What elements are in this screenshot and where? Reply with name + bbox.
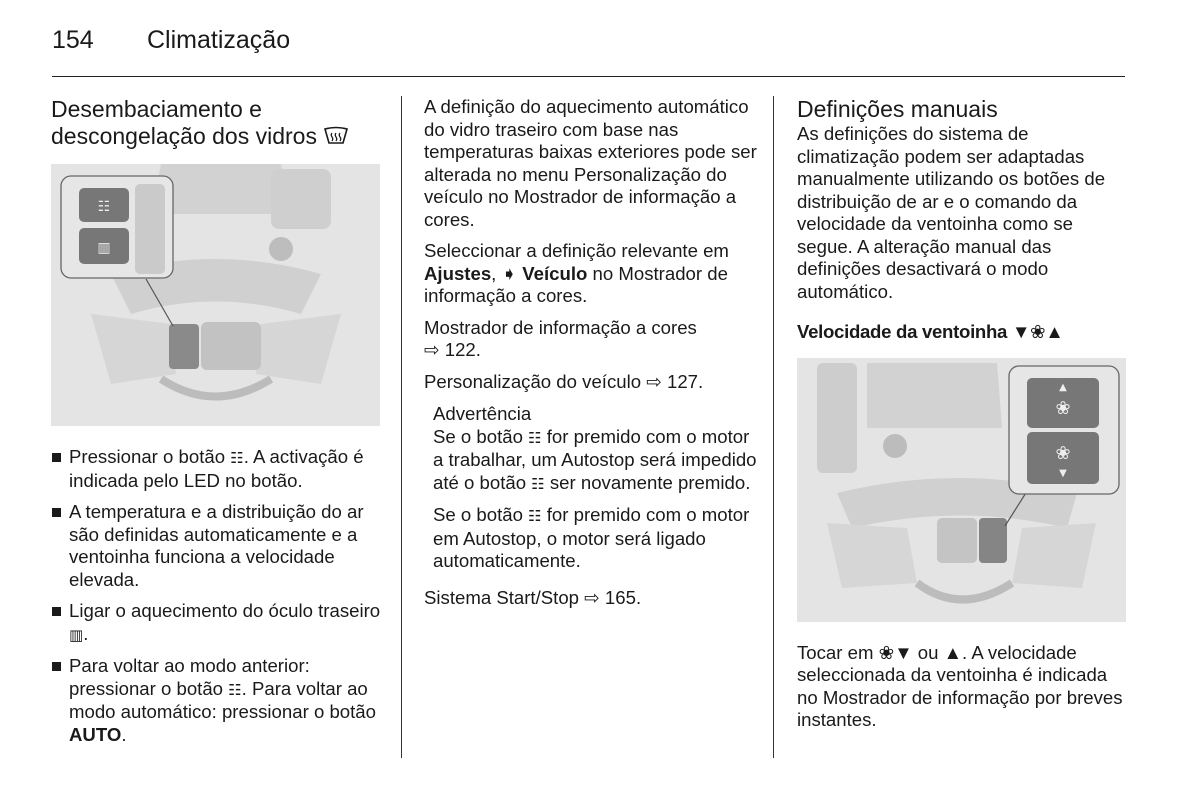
- list-item: Pressionar o botão ☷. A activação é indicada pelo LED no botão.: [51, 446, 381, 492]
- paragraph: Sistema Start/Stop ⇨ 165.: [424, 586, 642, 608]
- list-item: Para voltar ao modo anterior: pressionar o botão ☷. Para voltar ao modo automático: pressionar o botão AUTO.: [51, 655, 381, 746]
- paragraph: Tocar em ❀▼ ou ▲. A velocidade seleccionada da ventoinha é indicada no Mostrador de informação por breves instantes.: [797, 641, 1123, 730]
- rear-window-heating-icon: ▥: [69, 625, 84, 644]
- svg-text:☷: ☷: [97, 199, 111, 215]
- paragraph: Seleccionar a definição relevante em Ajustes, ➧ Veículo no Mostrador de informação a cores.: [424, 240, 729, 306]
- column-settings: [424, 96, 759, 618]
- page-title: Climatização: [147, 26, 291, 54]
- fan-speed-illustration: [797, 358, 1126, 622]
- list-item: A temperatura e a distribuição do ar são definidas automaticamente e a ventoinha funciona a velocidade elevada.: [51, 501, 381, 591]
- paragraph: Mostrador de informação a cores ⇨ 122.: [424, 316, 697, 360]
- defrost-button-illustration: [51, 164, 380, 426]
- defrost-icon: ☷: [531, 474, 545, 493]
- column-manual: [797, 96, 1129, 741]
- page-number: 154: [52, 26, 94, 54]
- column-defrost: [51, 96, 381, 755]
- svg-text:❀: ❀: [1055, 442, 1071, 464]
- svg-text:▲: ▲: [1059, 381, 1067, 393]
- defrost-icon: ☷: [230, 449, 244, 467]
- section-heading-defrost: Desembaciamento e descongelação dos vidros: [51, 96, 381, 150]
- instruction-list: [51, 446, 381, 746]
- defrost-icon: ☷: [228, 680, 242, 699]
- column-divider: [773, 96, 774, 758]
- paragraph: Personalização do veículo ⇨ 127.: [424, 370, 704, 392]
- paragraph: A definição do aquecimento automático do vidro traseiro com base nas temperaturas baixas exteriores pode ser alterada no menu Personalização do veículo no Mostrador de informação a cores.: [424, 96, 757, 230]
- column-divider: [401, 96, 402, 758]
- windscreen-defrost-icon: [323, 126, 349, 146]
- svg-text:❀: ❀: [1055, 397, 1071, 419]
- defrost-icon: ☷: [528, 428, 542, 447]
- warning-text: Se o botão ☷ for premido com o motor em Autostop, o motor será ligado automaticamente.: [433, 504, 750, 571]
- svg-text:▼: ▼: [1059, 467, 1067, 479]
- section-heading-manual: Definições manuais: [797, 96, 998, 122]
- list-item: Ligar o aquecimento do óculo traseiro ▥.: [51, 600, 381, 646]
- subheading-fan-speed: Velocidade da ventoinha ▼❀▲: [797, 321, 1064, 342]
- warning-text: Se o botão ☷ for premido com o motor a trabalhar, um Autostop será impedido até o botão ☷ ser novamente premido.: [433, 425, 757, 493]
- warning-title: Advertência: [433, 403, 532, 424]
- defrost-icon: ☷: [528, 507, 542, 525]
- page-header: [52, 22, 1125, 77]
- paragraph: As definições do sistema de climatização podem ser adaptadas manualmente utilizando os botões de distribuição de ar e o comando da velocidade da ventoinha como se segue. A alteração manual das definições desactivará o modo automático.: [797, 123, 1106, 302]
- svg-text:▥: ▥: [97, 240, 111, 256]
